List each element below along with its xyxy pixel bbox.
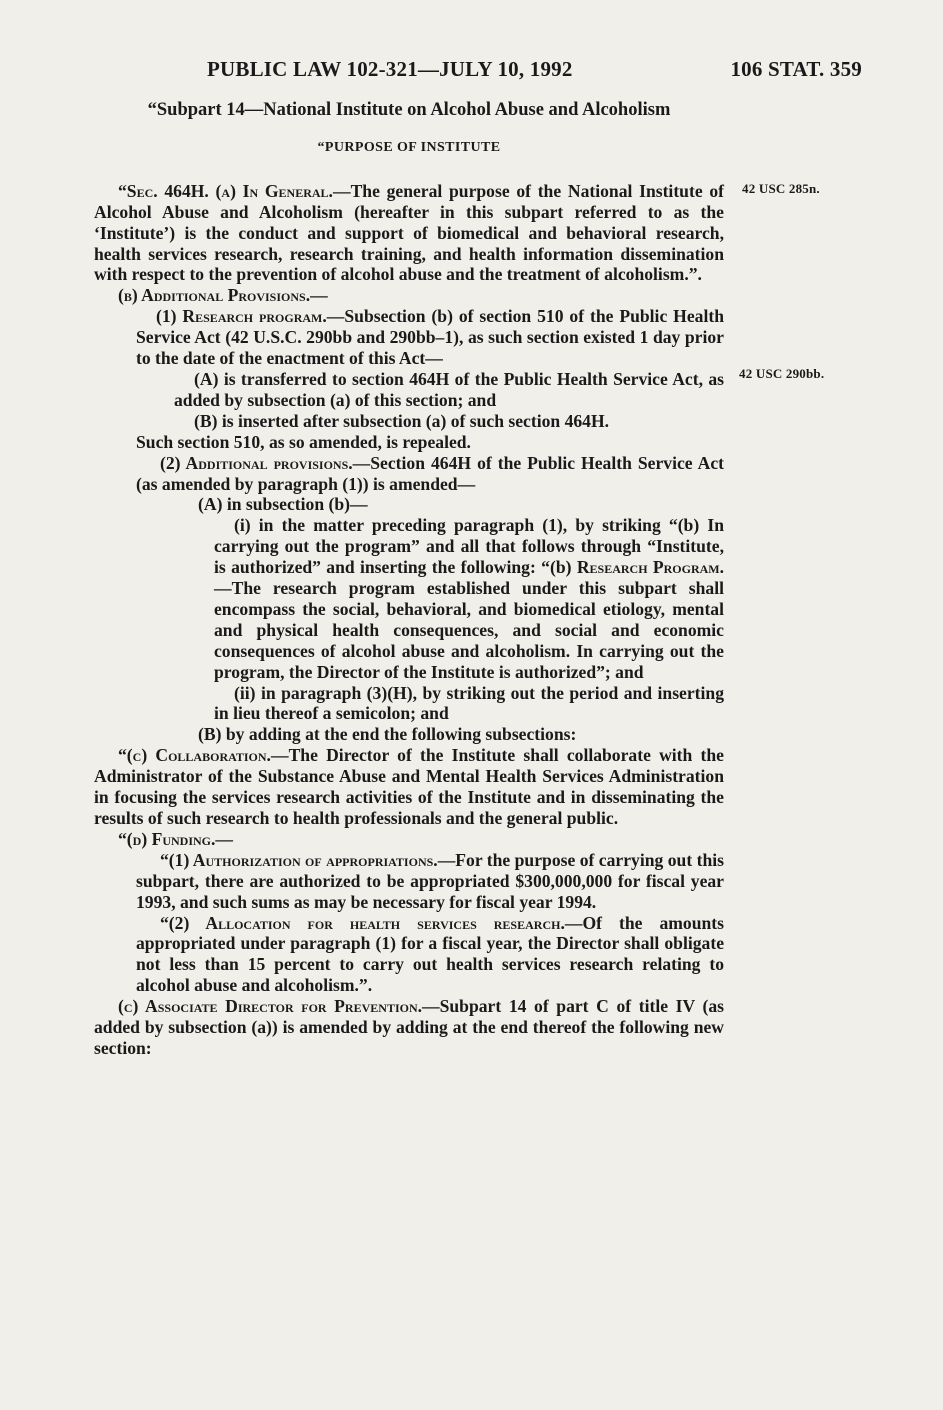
- paragraph-sec-464h: [94, 181, 724, 286]
- paragraph-text: —The Director of the Institute shall collaborate with the Administrator of the Substance Abuse and Mental Health Services Administration in focusing the services research activities of the Institute and in disseminating the results of such research to health professionals and the general public.: [94, 745, 724, 828]
- clause-lead: Research Program.: [576, 557, 724, 578]
- clause-text: —The research program established under this subpart shall encompass the social, behavioral, and biomedical etiology, mental and physical health consequences, and social and economic consequences of alcohol abuse and alcoholism. In carrying out the program, the Director of the Institute is authorized”; and: [214, 578, 724, 682]
- paragraph-text: —: [215, 828, 233, 849]
- page-header: [207, 57, 862, 82]
- paragraph-b1: [94, 306, 724, 369]
- margin-note-citation-1: 42 USC 285n.: [742, 181, 820, 196]
- paragraph-lead: “(2) Allocation for health services research.: [160, 912, 565, 933]
- paragraph-text: —Subsection (b) of section 510 of the Public Health Service Act (42 U.S.C. 290bb and 290bb–1), as such section existed 1 day prior to the date of the enactment of this Act—: [136, 306, 724, 369]
- paragraph-b2: [94, 453, 724, 495]
- subpart-title: “Subpart 14—National Institute on Alcohol Abuse and Alcoholism: [147, 100, 671, 120]
- clause-text: (i) in the matter preceding paragraph (1), by striking “(b) In carrying out the program” and all that follows through “Institute, is authorized” and inserting the following: “(b): [214, 515, 724, 578]
- paragraph-lead: “(d) Funding.: [118, 828, 216, 849]
- section-heading: “PURPOSE OF INSTITUTE: [317, 139, 501, 155]
- paragraph-lead: (2) Additional provisions.: [160, 452, 353, 473]
- paragraph-text: —Section 464H of the Public Health Service Act (as amended by paragraph (1)) is amended—: [136, 452, 724, 494]
- header-title: PUBLIC LAW 102-321—JULY 10, 1992: [207, 57, 573, 81]
- paragraph-b2b: (B) by adding at the end the following subsections:: [198, 724, 577, 745]
- paragraph-c-collaboration: [94, 745, 724, 829]
- paragraph-b: [94, 285, 724, 306]
- paragraph-lead: (b) Additional Provisions.: [118, 285, 311, 306]
- paragraph-text: —: [310, 285, 328, 306]
- paragraph-text: —Subpart 14 of part C of title IV (as added by subsection (a)) is amended by adding at the end thereof the following new section:: [94, 996, 724, 1058]
- paragraph-lead: “Sec. 464H. (a) In General.: [118, 180, 333, 201]
- paragraph-b1a: (A) is transferred to section 464H of the Public Health Service Act, as added by subsection (a) of this section; and: [174, 368, 724, 410]
- paragraph-lead: “(c) Collaboration.: [118, 745, 271, 766]
- paragraph-d2: [94, 913, 724, 997]
- paragraph-b1-end: Such section 510, as so amended, is repealed.: [136, 431, 471, 452]
- paragraph-d1: [94, 850, 724, 913]
- header-page-ref: 106 STAT. 359: [730, 57, 862, 81]
- paragraph-d-funding: [94, 829, 724, 850]
- paragraph-lead: “(1) Authorization of appropriations.: [160, 849, 438, 870]
- paragraph-b2a-ii: (ii) in paragraph (3)(H), by striking out the period and inserting in lieu thereof a semicolon; and: [214, 682, 724, 724]
- paragraph-text: —For the purpose of carrying out this subpart, there are authorized to be appropriated $300,000,000 for fiscal year 1993, and such sums as may be necessary for fiscal year 1994.: [136, 849, 725, 912]
- paragraph-text: —Of the amounts appropriated under paragraph (1) for a fiscal year, the Director shall obligate not less than 15 percent to carry out health services research relating to alcohol abuse and alcoholism.”.: [136, 912, 724, 996]
- paragraph-b2a: (A) in subsection (b)—: [198, 494, 368, 515]
- paragraph-b1b: (B) is inserted after subsection (a) of such section 464H.: [194, 410, 610, 431]
- document-body: [94, 100, 724, 1059]
- paragraph-lead: (c) Associate Director for Prevention.: [118, 996, 423, 1017]
- paragraph-lead: (1) Research program.: [156, 306, 327, 327]
- paragraph-b2a-i: [94, 515, 724, 682]
- margin-note-citation-2: 42 USC 290bb.: [739, 366, 825, 381]
- paragraph-c-associate-director: [94, 996, 724, 1059]
- paragraph-text: —The general purpose of the National Institute of Alcohol Abuse and Alcoholism (hereafter in this subpart referred to as the ‘Institute’) is the conduct and support of biomedical and behavioral research, health services research, research training, and health information dissemination with respect to the prevention of alcohol abuse and the treatment of alcoholism.”.: [94, 180, 724, 285]
